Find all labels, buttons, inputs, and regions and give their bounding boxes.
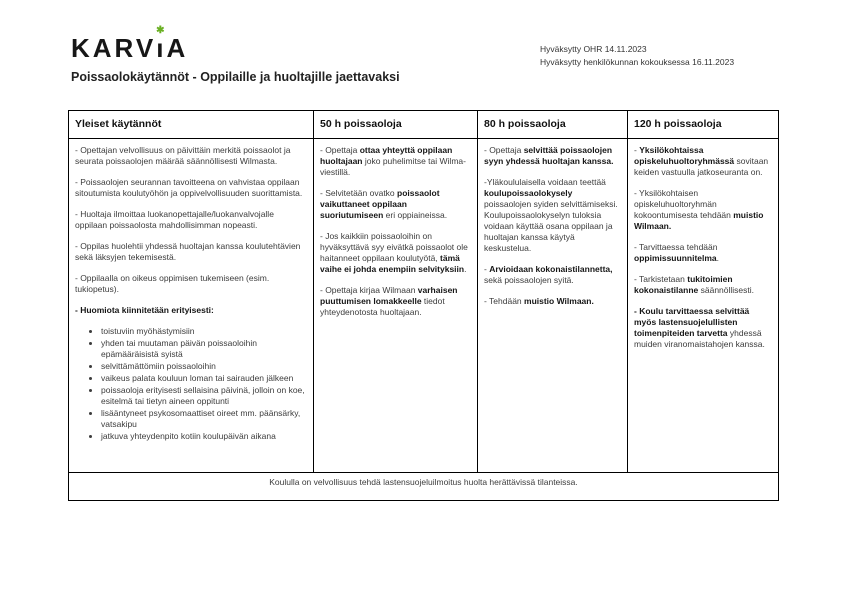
- bold-text: tämä vaihe ei johda enempiin selvityksiin: [320, 253, 465, 274]
- paragraph: [75, 305, 307, 316]
- bold-text: muistio Wilmaan.: [634, 210, 764, 231]
- paragraph: [634, 242, 772, 264]
- text: .: [716, 253, 720, 263]
- paragraph: [320, 231, 471, 275]
- text: eri oppiaineissa.: [383, 210, 448, 220]
- text: poissaolojen syiden selvittämiseksi. Koulupoissaolokyselyn tuloksia voidaan käyttää osana oppilaan ja huoltajan kanssa käytyä keskustelua.: [484, 199, 618, 253]
- bullet-item: • lisääntyneet psykosomaattiset oireet mm. päänsärky, vatsakipu: [101, 408, 307, 430]
- approval-notes: [540, 43, 734, 69]
- col-header-50h: 50 h poissaoloja: [314, 111, 478, 139]
- text: - Tehdään: [484, 296, 525, 306]
- text: - Oppilaalla on oikeus oppimisen tukemiseen (esim. tukiopetus).: [75, 273, 270, 294]
- bold-text: - Huomiota kiinnitetään erityisesti:: [75, 305, 214, 315]
- paragraph: [320, 285, 471, 318]
- page-title: Poissaolokäytännöt - Oppilaille ja huoltajille jaettavaksi: [71, 70, 400, 84]
- bold-text: varhaisen puuttumisen lomakkeelle: [320, 285, 458, 306]
- text: - Tarvittaessa tehdään: [634, 242, 718, 252]
- text: -Yläkoululaisella voidaan teettää: [484, 177, 606, 187]
- bold-text: Arvioidaan kokonaistilannetta,: [489, 264, 613, 274]
- text: -: [634, 145, 640, 155]
- text: -: [484, 264, 490, 274]
- paragraph: [320, 188, 471, 221]
- paragraph: [634, 306, 772, 350]
- bold-text: koulupoissaolokysely: [484, 188, 573, 198]
- table-header-row: [69, 111, 779, 139]
- col-header-general-practices: Yleiset käytännöt: [69, 111, 314, 139]
- bullet-item: • toistuviin myöhästymisiin: [101, 326, 307, 337]
- logo-text-a: A: [166, 33, 189, 63]
- paragraph: [634, 188, 772, 232]
- bullet-item: • poissaoloja erityisesti sellaisina päivinä, jolloin on koe, esitelmä tai tietyn aineen oppitunti: [101, 385, 307, 407]
- bullet-item: • selvittämättömiin poissaoloihin: [101, 361, 307, 372]
- bold-text: -: [634, 306, 640, 316]
- text: - Poissaolojen seurannan tavoitteena on vahvistaa oppilaan sitoutumista koulutyöhön ja oppivelvollisuuden suorittamista.: [75, 177, 303, 198]
- text: - Opettaja kirjaa Wilmaan: [320, 285, 418, 295]
- table-body-cell: [69, 139, 314, 473]
- table-footer-note: Koululla on velvollisuus tehdä lastensuojeluilmoitus huolta herättävissä tilanteissa.: [69, 473, 779, 501]
- table-body-cell: [314, 139, 478, 473]
- paragraph: [75, 145, 307, 167]
- text: - Tarkistetaan: [634, 274, 688, 284]
- text: tiedot yhteydenotosta huoltajaan.: [320, 296, 445, 317]
- table-body-cell: [628, 139, 779, 473]
- absence-practices-table: [68, 110, 779, 501]
- text: - Selvitetään ovatko: [320, 188, 398, 198]
- paragraph: [75, 241, 307, 263]
- bold-text: poissaolot vaikuttaneet oppilaan suoriutumiseen: [320, 188, 440, 220]
- approval-line-1: Hyväksytty OHR 14.11.2023: [540, 44, 647, 54]
- paragraph: [484, 145, 621, 167]
- paragraph: [75, 273, 307, 295]
- paragraph: [634, 145, 772, 178]
- text: yhdessä muiden viranomaistahojen kanssa.: [634, 328, 765, 349]
- bullet-item: • jatkuva yhteydenpito kotiin koulupäivän aikana: [101, 431, 307, 442]
- paragraph: [484, 296, 621, 307]
- text: - Huoltaja ilmoittaa luokanopettajalle/luokanvalvojalle oppilaan poissaolosta mahdollisimman nopeasti.: [75, 209, 274, 230]
- bullet-list: [88, 326, 307, 442]
- paragraph: [75, 209, 307, 231]
- col-header-120h: 120 h poissaoloja: [628, 111, 779, 139]
- text: .: [464, 264, 467, 274]
- paragraph: [634, 274, 772, 296]
- bold-text: tukitoimien kokonaistilanne: [634, 274, 733, 295]
- text: sekä poissaolojen syitä.: [484, 275, 574, 285]
- star-icon: ✱: [156, 25, 165, 36]
- paragraph: [484, 177, 621, 254]
- table-body-cell: [478, 139, 628, 473]
- bold-text: Yksilökohtaissa opiskeluhuoltoryhmässä: [634, 145, 735, 166]
- bold-text: ottaa yhteyttä oppilaan huoltajaan: [320, 145, 453, 166]
- text: - Opettaja: [484, 145, 524, 155]
- paragraph: [484, 264, 621, 286]
- bold-text: oppimissuunnitelma: [634, 253, 717, 263]
- text: joko puhelimitse tai Wilma-viestillä.: [320, 156, 466, 177]
- bold-text: Koulu tarvittaessa selvittää myös lastensuojelullisten toimenpiteiden tarvetta: [634, 306, 750, 338]
- text: sovitaan keiden vastuulla jatkoseuranta on.: [634, 156, 769, 177]
- logo-text-karv: KARV: [71, 33, 157, 63]
- table-footer-row: [69, 473, 779, 501]
- text: - Yksilökohtaisen opiskeluhuoltoryhmän kokoontumisesta tehdään: [634, 188, 734, 220]
- approval-line-2: Hyväksytty henkilökunnan kokouksessa 16.11.2023: [540, 57, 735, 67]
- karvia-logo: [71, 25, 189, 64]
- paragraph: [320, 145, 471, 178]
- bullet-item: • yhden tai muutaman päivän poissaoloihin epämääräisistä syistä: [101, 338, 307, 360]
- paragraph: [75, 177, 307, 199]
- text: - Jos kaikkiin poissaoloihin on hyväksyttävä syy eivätkä poissaolot ole haitanneet oppilaan koulutyötä,: [320, 231, 468, 263]
- text: - Opettajan velvollisuus on päivittäin merkitä poissaolot ja seurata poissaolojen määrää säännöllisesti Wilmasta.: [75, 145, 291, 166]
- table-body-row: [69, 139, 779, 473]
- bullet-item: • vaikeus palata kouluun loman tai sairauden jälkeen: [101, 373, 307, 384]
- text: säännöllisesti.: [698, 285, 755, 295]
- bold-text: muistio Wilmaan.: [524, 296, 594, 306]
- text: - Opettaja: [320, 145, 360, 155]
- bold-text: selvittää poissaolojen syyn yhdessä huoltajan kanssa.: [484, 145, 614, 166]
- col-header-80h: 80 h poissaoloja: [478, 111, 628, 139]
- logo-letter-i: [156, 25, 167, 64]
- logo-i-char: ı: [156, 33, 167, 63]
- text: - Oppilas huolehtii yhdessä huoltajan kanssa koulutehtävien sekä läksyjen tekemisestä.: [75, 241, 301, 262]
